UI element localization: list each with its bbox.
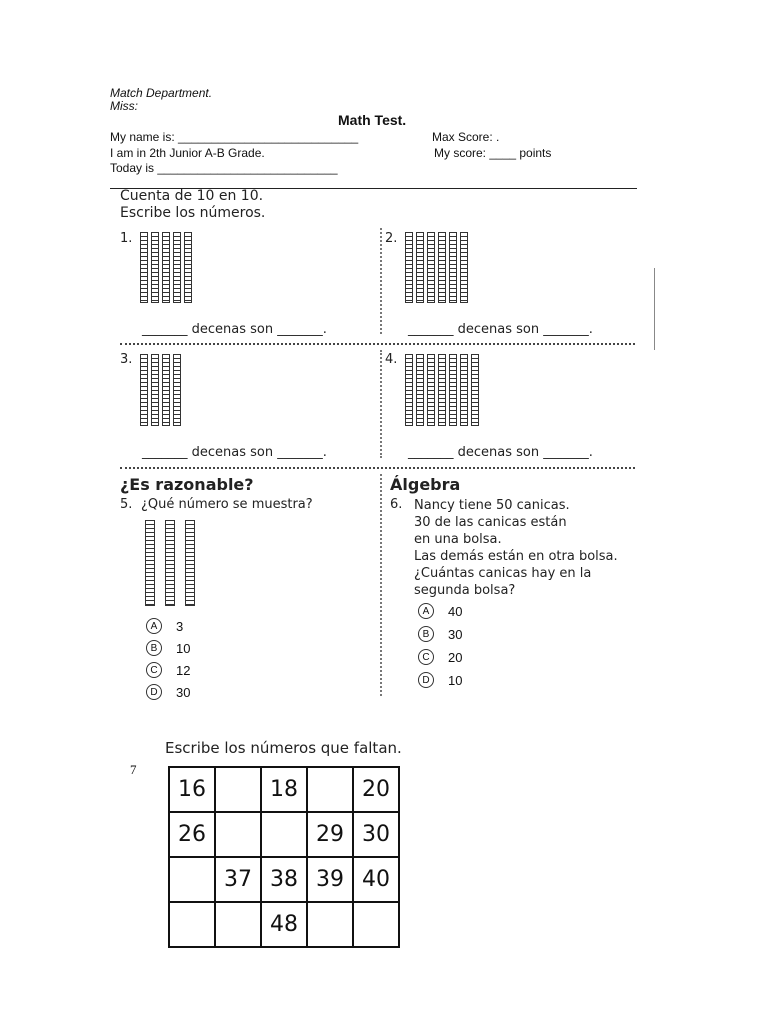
- name-line: My name is: ___________________________: [110, 130, 359, 144]
- row-divider-2: [120, 467, 635, 469]
- exercise-1-tens-rods: [140, 232, 192, 303]
- q6-option-a[interactable]: A 40: [418, 603, 462, 619]
- page-edge-line: [654, 268, 655, 350]
- grid-cell: 39: [307, 857, 353, 902]
- grid-cell: 18: [261, 767, 307, 812]
- q6-option-d[interactable]: D 10: [418, 672, 462, 688]
- grid-cell[interactable]: [215, 902, 261, 947]
- grid-cell[interactable]: [215, 767, 261, 812]
- q5-option-a[interactable]: A 3: [146, 618, 183, 634]
- exercise-2-answer: _______ decenas son _______.: [408, 322, 593, 337]
- instruction-write: Escribe los números.: [120, 205, 266, 221]
- exercise-2-tens-rods: [405, 232, 468, 303]
- q6-number: 6.: [390, 497, 403, 512]
- grid-cell[interactable]: [261, 812, 307, 857]
- q6-option-c[interactable]: C 20: [418, 649, 462, 665]
- instruction-count: Cuenta de 10 en 10.: [120, 188, 264, 204]
- option-circle-icon: B: [146, 640, 162, 656]
- exercise-1-answer: _______ decenas son _______.: [142, 322, 327, 337]
- my-score: My score: ____ points: [434, 146, 552, 160]
- option-circle-icon: C: [146, 662, 162, 678]
- grid-cell[interactable]: [169, 902, 215, 947]
- grid-cell: 26: [169, 812, 215, 857]
- exercise-4-answer: _______ decenas son _______.: [408, 445, 593, 460]
- option-circle-icon: C: [418, 649, 434, 665]
- q5-number: 5.: [120, 497, 133, 512]
- grid-cell: 40: [353, 857, 399, 902]
- q5-question: ¿Qué número se muestra?: [141, 497, 313, 512]
- section-reasonable: ¿Es razonable?: [120, 475, 254, 494]
- grid-cell: 37: [215, 857, 261, 902]
- exercise-4-number: 4.: [385, 352, 398, 367]
- q5-tens-rods: [145, 520, 195, 606]
- exercise-3-answer: _______ decenas son _______.: [142, 445, 327, 460]
- grid-cell: 38: [261, 857, 307, 902]
- page-title: Math Test.: [338, 112, 407, 128]
- grid-cell[interactable]: [307, 767, 353, 812]
- q6-option-b[interactable]: B 30: [418, 626, 462, 642]
- grid-cell[interactable]: [169, 857, 215, 902]
- max-score: Max Score: .: [432, 130, 500, 144]
- miss-label: Miss:: [110, 99, 138, 113]
- q7-number: 7: [130, 762, 137, 777]
- grid-cell[interactable]: [215, 812, 261, 857]
- column-divider-top: [380, 228, 382, 334]
- grid-cell[interactable]: [353, 902, 399, 947]
- exercise-3-tens-rods: [140, 354, 181, 426]
- q5-option-c[interactable]: C 12: [146, 662, 190, 678]
- today-line: Today is ___________________________: [110, 161, 338, 175]
- hundreds-chart-grid: [168, 766, 400, 948]
- option-circle-icon: B: [418, 626, 434, 642]
- q6-problem-text: Nancy tiene 50 canicas. 30 de las canicas están en una bolsa. Las demás están en otra bolsa. ¿Cuántas canicas hay en la segunda bolsa?: [414, 498, 618, 598]
- grid-cell: 16: [169, 767, 215, 812]
- grid-cell: 20: [353, 767, 399, 812]
- q5-option-d[interactable]: D 30: [146, 684, 190, 700]
- exercise-3-number: 3.: [120, 352, 133, 367]
- option-circle-icon: D: [418, 672, 434, 688]
- exercise-2-number: 2.: [385, 231, 398, 246]
- exercise-1-number: 1.: [120, 231, 133, 246]
- section-algebra: Álgebra: [390, 475, 461, 494]
- grid-cell: 30: [353, 812, 399, 857]
- option-circle-icon: A: [418, 603, 434, 619]
- row-divider-1: [120, 343, 635, 345]
- grid-cell[interactable]: [307, 902, 353, 947]
- q7-instruction: Escribe los números que faltan.: [165, 739, 402, 757]
- q5-option-b[interactable]: B 10: [146, 640, 190, 656]
- grid-cell: 29: [307, 812, 353, 857]
- column-divider-middle: [380, 350, 382, 458]
- exercise-4-tens-rods: [405, 354, 479, 426]
- grid-cell: 48: [261, 902, 307, 947]
- option-circle-icon: A: [146, 618, 162, 634]
- column-divider-bottom: [380, 474, 382, 696]
- option-circle-icon: D: [146, 684, 162, 700]
- department-label: Match Department.: [110, 86, 213, 100]
- grade-line: I am in 2th Junior A-B Grade.: [110, 146, 265, 160]
